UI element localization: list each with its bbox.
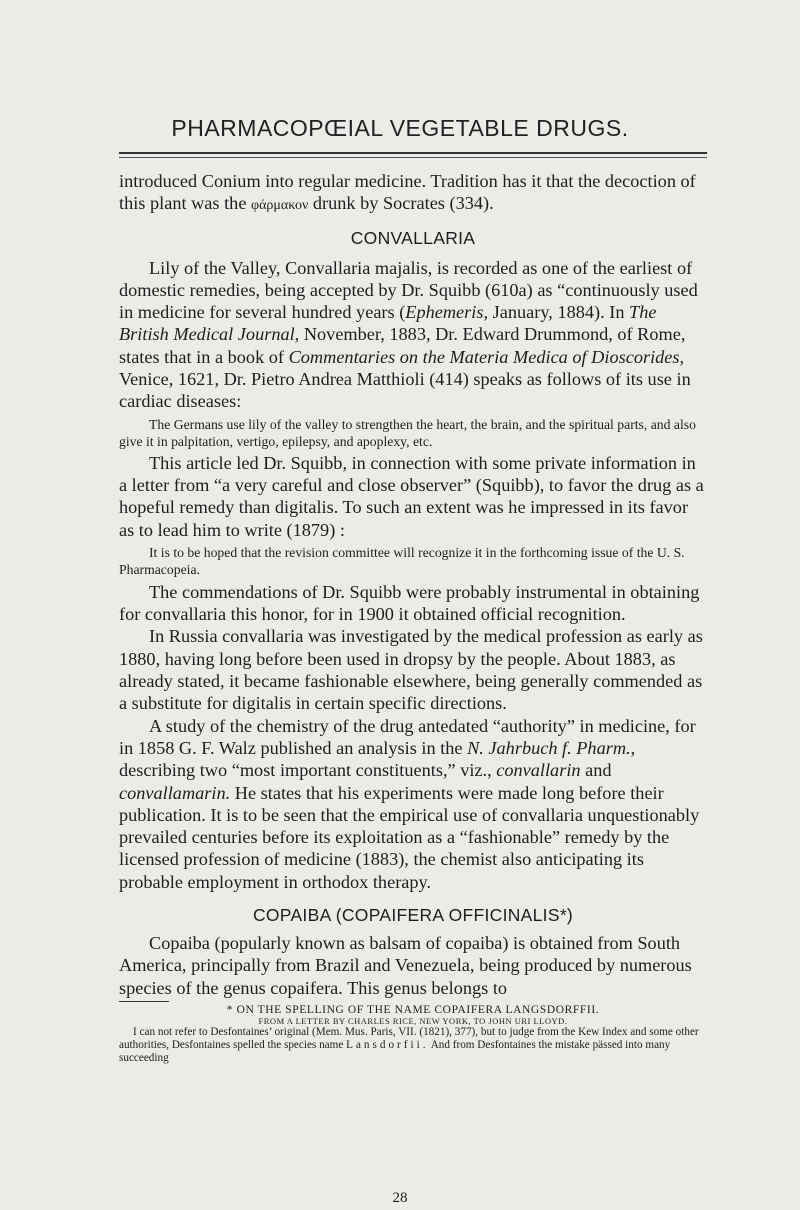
section-heading-convallaria: CONVALLARIA xyxy=(350,227,476,248)
footnote-title: * ON THE SPELLING OF THE NAME COPAIFERA LANGSDORFFII. xyxy=(226,1003,600,1016)
convallaria-paragraph-2: This article led Dr. Squibb, in connection with some private information in a letter from “a very careful and close observer” (Squibb), to favor the drug as a hopeful remedy than digitalis. To such an extent was he impressed in its favor as to lead him to write (1879) : xyxy=(119,452,704,540)
convallaria-paragraph-5: A study of the chemistry of the drug antedated “authority” in medicine, for in 1858 G. F. Walz published an analysis in the N. Jahrbuch f. Pharm., describing two “most important constituents,” viz., convallarin and convallamarin. He states that his experiments were made long before their publication. It is to be seen that the empirical use of convallaria unquestionably prevailed centuries before its exploitation as a “fashionable” remedy by the licensed profession of medicine (1883), the chemist also anticipating its probable employment in orthodox therapy. xyxy=(119,715,700,892)
section-heading-copaiba: COPAIBA (COPAIFERA OFFICINALIS*) xyxy=(252,905,574,926)
greek-word: φάρμακον xyxy=(251,198,309,214)
quote-squibb: It is to be hoped that the revision committee will recognize it in the forthcoming issue of the U. S. Pharmacopeia. xyxy=(119,544,685,577)
convallaria-paragraph-1: Lily of the Valley, Convallaria majalis, is recorded as one of the earliest of domestic remedies, being accepted by Dr. Squibb (610a) as “continuously used in medicine for several hundred years (Ephemeris, January, 1884). In The British Medical Journal, November, 1883, Dr. Edward Drummond, of Rome, states that in a book of Commentaries on the Materia Medica of Dioscorides, Venice, 1621, Dr. Pietro Andrea Matthioli (414) speaks as follows of its use in cardiac diseases: xyxy=(119,257,698,412)
page-body xyxy=(119,170,707,1064)
header-rule-thick xyxy=(119,152,707,154)
intro-paragraph: introduced Conium into regular medicine. Tradition has it that the decoction of this plant was the φάρμακον drunk by Socrates (334). xyxy=(119,171,696,214)
copaiba-paragraph-1: Copaiba (popularly known as balsam of copaiba) is obtained from South America, principally from Brazil and Venezuela, being produced by numerous species of the genus copaifera. This genus belongs to xyxy=(119,933,692,998)
quote-matthioli: The Germans use lily of the valley to strengthen the heart, the brain, and the spiritual parts, and also give it in palpitation, vertigo, epilepsy, and apoplexy, etc. xyxy=(119,416,696,449)
convallaria-paragraph-3: The commendations of Dr. Squibb were probably instrumental in obtaining for convallaria this honor, for in 1900 it obtained official recognition. xyxy=(119,581,700,625)
running-head: PHARMACOPŒIAL VEGETABLE DRUGS. xyxy=(171,115,629,141)
page-number: 28 xyxy=(392,1190,408,1206)
header-rule-thin xyxy=(119,157,707,158)
convallaria-paragraph-4: In Russia convallaria was investigated by the medical profession as early as 1880, having long before been used in dropsy by the people. About 1883, as already stated, it became fashionable elsewhere, being generally commended as a substitute for digitalis in certain specific directions. xyxy=(119,626,703,714)
footnote-body: I can not refer to Desfontaines’ original (Mem. Mus. Paris, VII. (1821), 377), but to judge from the Kew Index and some other authorities, Desfontaines spelled the species name Lansdorfii. And from Desfontaines the mistake pässed into many succeeding xyxy=(119,1025,699,1064)
footnote-rule xyxy=(119,1001,169,1002)
footnote-subtitle: FROM A LETTER BY CHARLES RICE, NEW YORK, TO JOHN URI LLOYD. xyxy=(258,1015,568,1026)
